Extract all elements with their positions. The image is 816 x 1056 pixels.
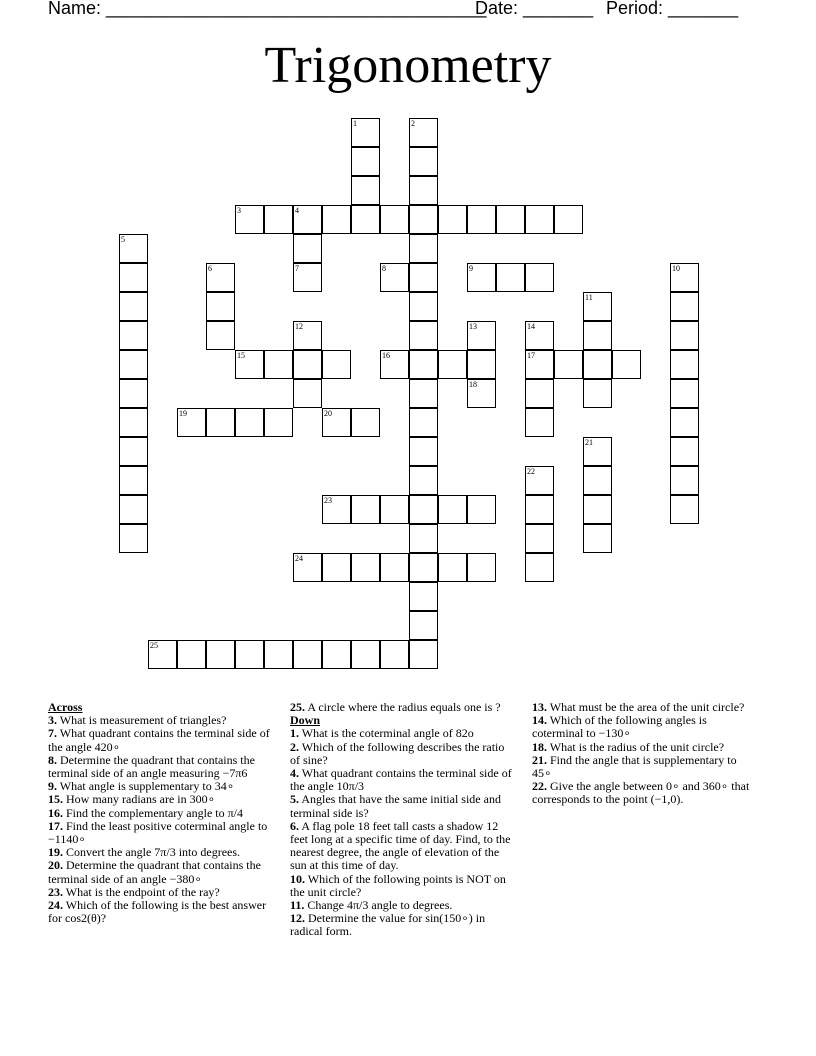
- grid-cell[interactable]: [322, 640, 351, 669]
- grid-cell[interactable]: [670, 379, 699, 408]
- across-clue-list: [48, 714, 274, 925]
- grid-cell[interactable]: [496, 205, 525, 234]
- clue-item: [48, 899, 274, 925]
- across-heading: Across: [48, 700, 83, 714]
- grid-cell[interactable]: [322, 408, 351, 437]
- clue-text: Which of the following angles is coterminal to −130∘: [532, 713, 707, 741]
- clue-number-label: 12: [295, 322, 303, 331]
- clue-text: What quadrant contains the terminal side of the angle 10π/3: [290, 766, 512, 794]
- grid-cell[interactable]: [525, 350, 554, 379]
- clue-text: Determine the quadrant that contains the terminal side of an angle −380∘: [48, 858, 261, 886]
- grid-cell[interactable]: [322, 495, 351, 524]
- grid-cell[interactable]: [496, 263, 525, 292]
- clue-text: Change 4π/3 angle to degrees.: [304, 898, 453, 913]
- grid-cell[interactable]: [409, 466, 438, 495]
- grid-cell[interactable]: [264, 350, 293, 379]
- clue-text: What is the coterminal angle of 82o: [299, 726, 474, 741]
- date-field[interactable]: Date: _______: [475, 0, 594, 18]
- grid-cell[interactable]: [177, 640, 206, 669]
- grid-cell[interactable]: [467, 495, 496, 524]
- clue-text: Find the complementary angle to π/4: [63, 805, 244, 820]
- grid-cell[interactable]: [525, 495, 554, 524]
- grid-cell[interactable]: [670, 321, 699, 350]
- grid-cell[interactable]: [409, 524, 438, 553]
- grid-cell[interactable]: [670, 350, 699, 379]
- grid-cell[interactable]: [525, 205, 554, 234]
- clue-number: 15.: [48, 792, 63, 807]
- clue-text: Which of the following is the best answer for cos2(θ)?: [48, 898, 267, 926]
- clue-number: 12.: [290, 911, 305, 926]
- down-heading: Down: [290, 713, 321, 728]
- clue-text: How many radians are in 300∘: [63, 792, 216, 807]
- clue-number: 25.: [290, 700, 305, 714]
- grid-cell[interactable]: [583, 524, 612, 553]
- grid-cell[interactable]: [264, 205, 293, 234]
- grid-cell[interactable]: [235, 205, 264, 234]
- grid-cell[interactable]: [119, 437, 148, 466]
- grid-cell[interactable]: [351, 205, 380, 234]
- clue-text: A circle where the radius equals one is ?: [305, 700, 501, 714]
- clue-number-label: 6: [208, 264, 212, 273]
- clue-item: [48, 820, 274, 846]
- grid-cell[interactable]: [612, 350, 641, 379]
- clue-item: [290, 741, 516, 767]
- across-clue-list-continued: [290, 701, 516, 714]
- clue-item: [532, 780, 758, 806]
- clue-text: What is measurement of triangles?: [57, 713, 227, 728]
- page-title: Trigonometry: [264, 37, 552, 94]
- grid-cell[interactable]: [293, 350, 322, 379]
- clue-number-label: 8: [382, 264, 386, 273]
- clue-number: 8.: [48, 752, 57, 767]
- clue-number: 21.: [532, 752, 547, 767]
- grid-cell[interactable]: [119, 321, 148, 350]
- clue-text: What angle is supplementary to 34∘: [57, 779, 235, 794]
- clue-number: 18.: [532, 739, 547, 754]
- down-clue-list-continued: [532, 701, 758, 807]
- grid-cell[interactable]: [467, 553, 496, 582]
- grid-cell[interactable]: [409, 350, 438, 379]
- grid-cell[interactable]: [119, 379, 148, 408]
- clue-number-label: 25: [150, 641, 158, 650]
- clue-item: [290, 820, 516, 873]
- grid-cell[interactable]: [206, 640, 235, 669]
- grid-cell[interactable]: [293, 205, 322, 234]
- grid-cell[interactable]: [351, 640, 380, 669]
- grid-cell[interactable]: [467, 379, 496, 408]
- grid-cell[interactable]: [409, 437, 438, 466]
- grid-cell[interactable]: [467, 205, 496, 234]
- grid-cell[interactable]: [380, 553, 409, 582]
- clue-number: 10.: [290, 871, 305, 886]
- grid-cell[interactable]: [206, 408, 235, 437]
- grid-cell[interactable]: [293, 640, 322, 669]
- grid-cell[interactable]: [380, 205, 409, 234]
- grid-cell[interactable]: [293, 234, 322, 263]
- grid-cell[interactable]: [525, 379, 554, 408]
- clue-text: Convert the angle 7π/3 into degrees.: [63, 845, 241, 860]
- grid-cell[interactable]: [554, 205, 583, 234]
- grid-cell[interactable]: [525, 408, 554, 437]
- grid-cell[interactable]: [409, 205, 438, 234]
- grid-cell[interactable]: [177, 408, 206, 437]
- clue-item: [532, 754, 758, 780]
- clue-number-label: 7: [295, 264, 299, 273]
- clue-number-label: 13: [469, 322, 477, 331]
- grid-cell[interactable]: [438, 350, 467, 379]
- clue-text: Find the angle that is supplementary to 45∘: [532, 752, 737, 781]
- clue-number: 14.: [532, 713, 547, 728]
- clue-number-label: 17: [527, 351, 535, 360]
- name-field[interactable]: Name: ______________________________________: [48, 0, 487, 18]
- clue-number: 20.: [48, 858, 63, 873]
- grid-cell[interactable]: [409, 553, 438, 582]
- grid-cell[interactable]: [525, 466, 554, 495]
- clue-number: 16.: [48, 805, 63, 820]
- clue-number-label: 10: [672, 264, 680, 273]
- grid-cell[interactable]: [670, 408, 699, 437]
- grid-cell[interactable]: [525, 524, 554, 553]
- grid-cell[interactable]: [235, 640, 264, 669]
- grid-cell[interactable]: [670, 292, 699, 321]
- grid-cell[interactable]: [119, 263, 148, 292]
- grid-cell[interactable]: [409, 118, 438, 147]
- clue-item: [290, 912, 516, 938]
- clue-item: [48, 859, 274, 885]
- grid-cell[interactable]: [119, 408, 148, 437]
- grid-cell[interactable]: [293, 321, 322, 350]
- clue-text: Find the least positive coterminal angle to −1140∘: [48, 818, 268, 847]
- clue-number-label: 11: [585, 293, 593, 302]
- grid-cell[interactable]: [438, 205, 467, 234]
- grid-cell[interactable]: [554, 350, 583, 379]
- grid-cell[interactable]: [409, 147, 438, 176]
- grid-cell[interactable]: [380, 640, 409, 669]
- clue-number-label: 9: [469, 264, 473, 273]
- clue-text: A flag pole 18 feet tall casts a shadow 12 feet long at a specific time of day. Find, to the nearest degree, the angle of elevation of the sun at this time of day.: [290, 818, 511, 873]
- clue-item: [290, 701, 516, 714]
- clue-number: 3.: [48, 713, 57, 728]
- grid-cell[interactable]: [409, 321, 438, 350]
- clue-number-label: 19: [179, 409, 187, 418]
- grid-cell[interactable]: [670, 437, 699, 466]
- grid-cell[interactable]: [293, 553, 322, 582]
- grid-cell[interactable]: [351, 408, 380, 437]
- clues-column-2: [290, 701, 516, 939]
- grid-cell[interactable]: [409, 263, 438, 292]
- grid-cell[interactable]: [409, 640, 438, 669]
- grid-cell[interactable]: [148, 640, 177, 669]
- clue-number: 22.: [532, 779, 547, 794]
- grid-cell[interactable]: [119, 495, 148, 524]
- clue-number-label: 4: [295, 206, 299, 215]
- clue-item: [48, 727, 274, 753]
- clue-number: 1.: [290, 726, 299, 741]
- grid-cell[interactable]: [322, 205, 351, 234]
- clue-number: 13.: [532, 700, 547, 714]
- grid-cell[interactable]: [583, 292, 612, 321]
- grid-cell[interactable]: [206, 321, 235, 350]
- grid-cell[interactable]: [438, 553, 467, 582]
- grid-cell[interactable]: [670, 263, 699, 292]
- clue-item: [290, 873, 516, 899]
- clue-text: What quadrant contains the terminal side of the angle 420∘: [48, 726, 270, 754]
- grid-cell[interactable]: [409, 234, 438, 263]
- clue-number: 23.: [48, 884, 63, 899]
- grid-cell[interactable]: [670, 495, 699, 524]
- clue-number: 4.: [290, 766, 299, 781]
- clue-text: Determine the value for sin(150∘) in radical form.: [290, 911, 486, 939]
- clue-text: What is the endpoint of the ray?: [63, 884, 220, 899]
- grid-cell[interactable]: [525, 553, 554, 582]
- grid-cell[interactable]: [467, 263, 496, 292]
- clue-number-label: 24: [295, 554, 303, 563]
- clue-item: [290, 767, 516, 793]
- grid-cell[interactable]: [206, 263, 235, 292]
- clue-number-label: 23: [324, 496, 332, 505]
- grid-cell[interactable]: [119, 234, 148, 263]
- grid-cell[interactable]: [583, 466, 612, 495]
- grid-cell[interactable]: [409, 176, 438, 205]
- grid-cell[interactable]: [119, 524, 148, 553]
- clue-number: 17.: [48, 818, 63, 833]
- grid-cell[interactable]: [583, 350, 612, 379]
- clue-text: Angles that have the same initial side and terminal side is?: [290, 792, 501, 820]
- grid-cell[interactable]: [351, 118, 380, 147]
- clue-number-label: 2: [411, 119, 415, 128]
- clue-number-label: 21: [585, 438, 593, 447]
- clue-number: 11.: [290, 898, 305, 913]
- grid-cell[interactable]: [670, 466, 699, 495]
- grid-cell[interactable]: [235, 350, 264, 379]
- grid-cell[interactable]: [351, 176, 380, 205]
- clue-number-label: 1: [353, 119, 357, 128]
- clue-number-label: 14: [527, 322, 535, 331]
- grid-cell[interactable]: [293, 263, 322, 292]
- clue-number-label: 5: [121, 235, 125, 244]
- grid-cell[interactable]: [438, 495, 467, 524]
- clue-number: 6.: [290, 818, 299, 833]
- clue-number-label: 18: [469, 380, 477, 389]
- clue-number: 7.: [48, 726, 57, 741]
- grid-cell[interactable]: [264, 408, 293, 437]
- grid-cell[interactable]: [322, 553, 351, 582]
- grid-cell[interactable]: [380, 263, 409, 292]
- grid-cell[interactable]: [409, 495, 438, 524]
- grid-cell[interactable]: [409, 379, 438, 408]
- clue-number: 2.: [290, 739, 299, 754]
- clue-text: What must be the area of the unit circle?: [547, 700, 745, 714]
- clue-text: Give the angle between 0∘ and 360∘ that corresponds to the point (−1,0).: [532, 779, 750, 807]
- grid-cell[interactable]: [467, 321, 496, 350]
- grid-cell[interactable]: [525, 321, 554, 350]
- grid-cell[interactable]: [583, 437, 612, 466]
- clue-item: [48, 754, 274, 780]
- clue-number: 19.: [48, 845, 63, 860]
- clue-item: [290, 793, 516, 819]
- grid-cell[interactable]: [409, 582, 438, 611]
- grid-cell[interactable]: [351, 147, 380, 176]
- clue-number: 24.: [48, 898, 63, 913]
- grid-cell[interactable]: [409, 292, 438, 321]
- clue-number-label: 20: [324, 409, 332, 418]
- clue-number-label: 22: [527, 467, 535, 476]
- grid-cell[interactable]: [583, 379, 612, 408]
- grid-cell[interactable]: [322, 350, 351, 379]
- clue-text: What is the radius of the unit circle?: [547, 739, 725, 754]
- grid-cell[interactable]: [351, 553, 380, 582]
- clue-number-label: 15: [237, 351, 245, 360]
- clue-number-label: 16: [382, 351, 390, 360]
- clues-column-1: [48, 701, 274, 925]
- grid-cell[interactable]: [583, 495, 612, 524]
- clue-number: 9.: [48, 779, 57, 794]
- clues-column-3: [532, 701, 758, 807]
- grid-cell[interactable]: [583, 321, 612, 350]
- grid-cell[interactable]: [409, 408, 438, 437]
- clue-text: Which of the following points is NOT on the unit circle?: [290, 871, 506, 899]
- grid-cell[interactable]: [409, 611, 438, 640]
- down-clue-list: [290, 727, 516, 938]
- clue-text: Determine the quadrant that contains the terminal side of an angle measuring −7π6: [48, 752, 255, 781]
- grid-cell[interactable]: [235, 408, 264, 437]
- grid-cell[interactable]: [351, 495, 380, 524]
- grid-cell[interactable]: [380, 350, 409, 379]
- grid-cell[interactable]: [380, 495, 409, 524]
- grid-cell[interactable]: [206, 292, 235, 321]
- clue-text: Which of the following describes the ratio of sine?: [290, 739, 505, 767]
- grid-cell[interactable]: [264, 640, 293, 669]
- grid-cell[interactable]: [119, 292, 148, 321]
- grid-cell[interactable]: [293, 379, 322, 408]
- grid-cell[interactable]: [467, 350, 496, 379]
- grid-cell[interactable]: [525, 263, 554, 292]
- grid-cell[interactable]: [119, 350, 148, 379]
- grid-cell[interactable]: [119, 466, 148, 495]
- clue-number-label: 3: [237, 206, 241, 215]
- clue-number: 5.: [290, 792, 299, 807]
- period-field[interactable]: Period: _______: [606, 0, 739, 18]
- clue-item: [532, 714, 758, 740]
